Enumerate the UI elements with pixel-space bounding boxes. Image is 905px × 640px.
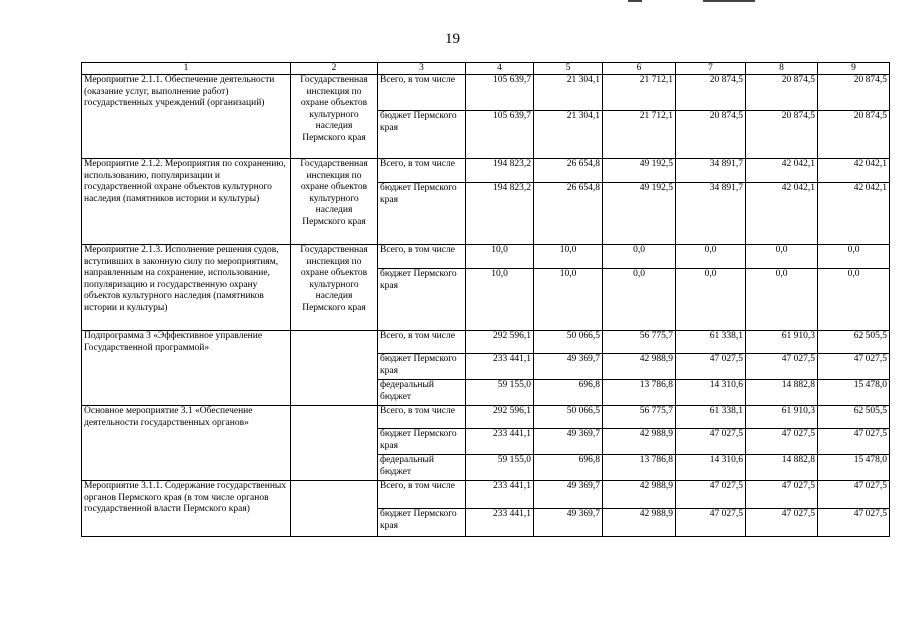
amount-cell: 0,0 (603, 245, 676, 269)
amount-cell: 10,0 (466, 245, 534, 269)
funding-source-cell: Всего, в том числе (378, 75, 466, 111)
amount-cell: 47 027,5 (818, 429, 890, 455)
column-number: 9 (818, 63, 890, 75)
column-number: 3 (378, 63, 466, 75)
table-row (82, 75, 890, 111)
column-number: 4 (466, 63, 534, 75)
amount-cell: 20 874,5 (746, 75, 818, 111)
funding-source-cell: федеральный бюджет (378, 455, 466, 481)
amount-cell: 56 775,7 (603, 331, 676, 354)
amount-cell: 20 874,5 (676, 111, 746, 159)
amount-cell: 26 654,8 (534, 159, 603, 183)
amount-cell: 49 192,5 (603, 183, 676, 245)
amount-cell: 47 027,5 (746, 429, 818, 455)
amount-cell: 20 874,5 (746, 111, 818, 159)
amount-cell: 10,0 (534, 245, 603, 269)
amount-cell: 47 027,5 (818, 354, 890, 380)
amount-cell: 15 478,0 (818, 455, 890, 481)
amount-cell: 47 027,5 (818, 481, 890, 509)
amount-cell: 13 786,8 (603, 455, 676, 481)
amount-cell: 696,8 (534, 380, 603, 406)
amount-cell: 59 155,0 (466, 455, 534, 481)
amount-cell: 42 042,1 (818, 159, 890, 183)
amount-cell: 34 891,7 (676, 159, 746, 183)
amount-cell: 42 042,1 (818, 183, 890, 245)
amount-cell: 50 066,5 (534, 331, 603, 354)
amount-cell: 62 505,5 (818, 331, 890, 354)
amount-cell: 47 027,5 (818, 509, 890, 537)
amount-cell: 233 441,1 (466, 481, 534, 509)
amount-cell: 61 910,3 (746, 331, 818, 354)
amount-cell: 34 891,7 (676, 183, 746, 245)
funding-source-cell: федеральный бюджет (378, 380, 466, 406)
funding-source-cell: Всего, в том числе (378, 245, 466, 269)
funding-source-cell: бюджет Пермского края (378, 354, 466, 380)
amount-cell: 0,0 (676, 245, 746, 269)
amount-cell: 194 823,2 (466, 159, 534, 183)
amount-cell: 62 505,5 (818, 406, 890, 429)
amount-cell: 0,0 (818, 269, 890, 331)
amount-cell: 21 712,1 (603, 111, 676, 159)
table-row (82, 406, 890, 429)
table-row (82, 245, 890, 269)
amount-cell: 10,0 (534, 269, 603, 331)
executor-cell: Государственная инспекция по охране объектов культурного наследия Пермского края (291, 159, 378, 245)
amount-cell: 56 775,7 (603, 406, 676, 429)
amount-cell: 0,0 (746, 269, 818, 331)
measure-name-cell: Подпрограмма 3 «Эффективное управление Государственной программой» (82, 331, 291, 406)
executor-cell (291, 406, 378, 481)
amount-cell: 61 338,1 (676, 331, 746, 354)
amount-cell: 49 192,5 (603, 159, 676, 183)
amount-cell: 14 882,8 (746, 380, 818, 406)
amount-cell: 47 027,5 (746, 509, 818, 537)
amount-cell: 292 596,1 (466, 406, 534, 429)
amount-cell: 194 823,2 (466, 183, 534, 245)
scan-mark-left (628, 0, 642, 2)
amount-cell: 26 654,8 (534, 183, 603, 245)
scan-mark-right (703, 0, 755, 2)
measure-name-cell: Мероприятие 2.1.1. Обеспечение деятельности (оказание услуг, выполнение работ) государственных учреждений (организаций) (82, 75, 291, 159)
amount-cell: 292 596,1 (466, 331, 534, 354)
column-number: 7 (676, 63, 746, 75)
column-number: 5 (534, 63, 603, 75)
amount-cell: 233 441,1 (466, 509, 534, 537)
table-row (82, 481, 890, 509)
funding-source-cell: бюджет Пермского края (378, 269, 466, 331)
table-row (82, 159, 890, 183)
amount-cell: 13 786,8 (603, 380, 676, 406)
amount-cell: 42 042,1 (746, 159, 818, 183)
amount-cell: 49 369,7 (534, 429, 603, 455)
amount-cell: 42 042,1 (746, 183, 818, 245)
amount-cell: 21 304,1 (534, 111, 603, 159)
amount-cell: 47 027,5 (676, 354, 746, 380)
amount-cell: 49 369,7 (534, 481, 603, 509)
column-number-row (82, 63, 890, 75)
executor-cell (291, 331, 378, 406)
amount-cell: 15 478,0 (818, 380, 890, 406)
funding-source-cell: бюджет Пермского края (378, 429, 466, 455)
amount-cell: 47 027,5 (676, 429, 746, 455)
column-number: 2 (291, 63, 378, 75)
amount-cell: 59 155,0 (466, 380, 534, 406)
funding-source-cell: бюджет Пермского края (378, 183, 466, 245)
measure-name-cell: Мероприятие 2.1.2. Мероприятия по сохранению, использованию, популяризации и государственной охране объектов культурного наследия (памятников истории и культуры) (82, 159, 291, 245)
page-number: 19 (445, 31, 460, 47)
amount-cell: 61 910,3 (746, 406, 818, 429)
amount-cell: 696,8 (534, 455, 603, 481)
amount-cell: 42 988,9 (603, 481, 676, 509)
amount-cell: 20 874,5 (676, 75, 746, 111)
amount-cell: 49 369,7 (534, 509, 603, 537)
amount-cell: 47 027,5 (676, 481, 746, 509)
amount-cell: 0,0 (603, 269, 676, 331)
amount-cell: 42 988,9 (603, 354, 676, 380)
amount-cell: 50 066,5 (534, 406, 603, 429)
column-number: 1 (82, 63, 291, 75)
table-body (82, 63, 890, 537)
amount-cell: 233 441,1 (466, 429, 534, 455)
amount-cell: 10,0 (466, 269, 534, 331)
amount-cell: 61 338,1 (676, 406, 746, 429)
amount-cell: 21 712,1 (603, 75, 676, 111)
executor-cell (291, 481, 378, 537)
amount-cell: 42 988,9 (603, 509, 676, 537)
amount-cell: 0,0 (746, 245, 818, 269)
funding-source-cell: Всего, в том числе (378, 406, 466, 429)
amount-cell: 47 027,5 (746, 481, 818, 509)
budget-table (81, 62, 890, 537)
amount-cell: 0,0 (676, 269, 746, 331)
column-number: 8 (746, 63, 818, 75)
amount-cell: 105 639,7 (466, 111, 534, 159)
measure-name-cell: Мероприятие 3.1.1. Содержание государственных органов Пермского края (в том числе органов государственной власти Пермского края) (82, 481, 291, 537)
amount-cell: 0,0 (818, 245, 890, 269)
amount-cell: 105 639,7 (466, 75, 534, 111)
amount-cell: 20 874,5 (818, 111, 890, 159)
amount-cell: 14 310,6 (676, 380, 746, 406)
funding-source-cell: Всего, в том числе (378, 481, 466, 509)
funding-source-cell: бюджет Пермского края (378, 111, 466, 159)
amount-cell: 47 027,5 (676, 509, 746, 537)
amount-cell: 21 304,1 (534, 75, 603, 111)
amount-cell: 14 882,8 (746, 455, 818, 481)
executor-cell: Государственная инспекция по охране объектов культурного наследия Пермского края (291, 75, 378, 159)
amount-cell: 233 441,1 (466, 354, 534, 380)
funding-source-cell: бюджет Пермского края (378, 509, 466, 537)
executor-cell: Государственная инспекция по охране объектов культурного наследия Пермского края (291, 245, 378, 331)
table-row (82, 331, 890, 354)
amount-cell: 49 369,7 (534, 354, 603, 380)
amount-cell: 47 027,5 (746, 354, 818, 380)
amount-cell: 14 310,6 (676, 455, 746, 481)
funding-source-cell: Всего, в том числе (378, 331, 466, 354)
measure-name-cell: Основное мероприятие 3.1 «Обеспечение деятельности государственных органов» (82, 406, 291, 481)
amount-cell: 20 874,5 (818, 75, 890, 111)
amount-cell: 42 988,9 (603, 429, 676, 455)
measure-name-cell: Мероприятие 2.1.3. Исполнение решения судов, вступивших в законную силу по мероприятиям, направленным на сохранение, использование, популяризацию и государственную охрану объектов культурного наследия (памятников истории и культуры) (82, 245, 291, 331)
funding-source-cell: Всего, в том числе (378, 159, 466, 183)
column-number: 6 (603, 63, 676, 75)
